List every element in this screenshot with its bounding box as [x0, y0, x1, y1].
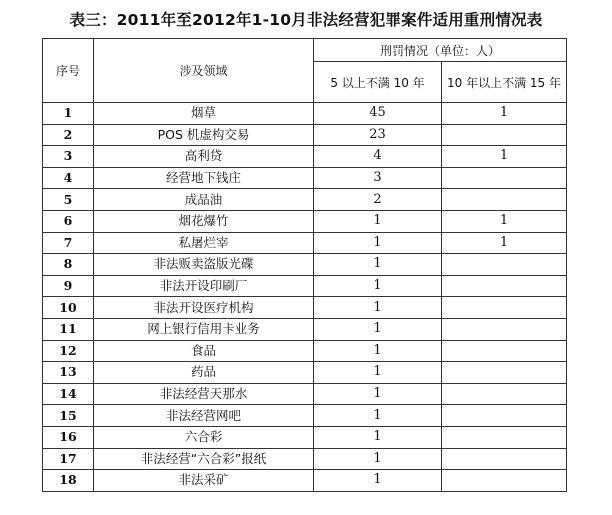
- header-10-to-15-years: 10 年以上不满 15 年: [442, 62, 567, 103]
- row-5-to-10: 1: [314, 232, 442, 254]
- table-row: [43, 383, 567, 405]
- row-index: 11: [43, 318, 94, 340]
- row-5-to-10: 1: [314, 254, 442, 276]
- row-index: 13: [43, 362, 94, 384]
- row-field: 网上银行信用卡业务: [94, 318, 314, 340]
- row-10-to-15: [442, 124, 567, 146]
- table-row: [43, 275, 567, 297]
- row-index: 3: [43, 146, 94, 168]
- table-row: [43, 210, 567, 232]
- row-10-to-15: [442, 362, 567, 384]
- row-index: 2: [43, 124, 94, 146]
- table-row: [43, 189, 567, 211]
- row-field: 非法开设印刷厂: [94, 275, 314, 297]
- row-10-to-15: [442, 448, 567, 470]
- row-10-to-15: 1: [442, 146, 567, 168]
- row-index: 18: [43, 470, 94, 492]
- header-index: 序号: [43, 39, 94, 103]
- table-row: [43, 103, 567, 125]
- row-10-to-15: [442, 189, 567, 211]
- row-5-to-10: 4: [314, 146, 442, 168]
- row-5-to-10: 1: [314, 275, 442, 297]
- row-5-to-10: 1: [314, 362, 442, 384]
- table-row: [43, 232, 567, 254]
- table-row: [43, 362, 567, 384]
- row-5-to-10: 1: [314, 405, 442, 427]
- row-5-to-10: 1: [314, 448, 442, 470]
- table-row: [43, 426, 567, 448]
- row-field: 非法经营网吧: [94, 405, 314, 427]
- table-title: 表三：2011年至2012年1-10月非法经营犯罪案件适用重刑情况表: [69, 11, 543, 29]
- row-field: 烟草: [94, 103, 314, 125]
- row-index: 7: [43, 232, 94, 254]
- row-10-to-15: 1: [442, 210, 567, 232]
- row-index: 8: [43, 254, 94, 276]
- row-10-to-15: [442, 167, 567, 189]
- row-index: 16: [43, 426, 94, 448]
- row-10-to-15: [442, 340, 567, 362]
- row-index: 5: [43, 189, 94, 211]
- table-row: [43, 254, 567, 276]
- header-field: 涉及领域: [94, 39, 314, 103]
- row-10-to-15: [442, 318, 567, 340]
- row-5-to-10: 1: [314, 470, 442, 492]
- row-10-to-15: [442, 254, 567, 276]
- row-5-to-10: 1: [314, 318, 442, 340]
- table-row: [43, 405, 567, 427]
- header-penalty-group: 刑罚情况（单位：人）: [314, 39, 567, 62]
- row-field: 高利贷: [94, 146, 314, 168]
- table-row: [43, 297, 567, 319]
- row-field: 非法贩卖盗版光碟: [94, 254, 314, 276]
- table-row: [43, 448, 567, 470]
- row-field: 成品油: [94, 189, 314, 211]
- row-index: 14: [43, 383, 94, 405]
- row-5-to-10: 1: [314, 210, 442, 232]
- row-field: 非法经营天那水: [94, 383, 314, 405]
- row-field: 私屠烂宰: [94, 232, 314, 254]
- row-10-to-15: [442, 426, 567, 448]
- row-index: 12: [43, 340, 94, 362]
- row-5-to-10: 2: [314, 189, 442, 211]
- row-index: 1: [43, 103, 94, 125]
- row-5-to-10: 1: [314, 383, 442, 405]
- row-10-to-15: [442, 297, 567, 319]
- row-5-to-10: 1: [314, 426, 442, 448]
- row-10-to-15: [442, 405, 567, 427]
- row-5-to-10: 23: [314, 124, 442, 146]
- table-row: [43, 470, 567, 492]
- row-10-to-15: 1: [442, 232, 567, 254]
- row-index: 9: [43, 275, 94, 297]
- row-index: 6: [43, 210, 94, 232]
- row-index: 10: [43, 297, 94, 319]
- row-5-to-10: 3: [314, 167, 442, 189]
- row-field: 非法采矿: [94, 470, 314, 492]
- table-row: [43, 124, 567, 146]
- sentencing-table: [42, 38, 567, 492]
- row-field: 药品: [94, 362, 314, 384]
- row-5-to-10: 1: [314, 297, 442, 319]
- row-10-to-15: 1: [442, 103, 567, 125]
- row-10-to-15: [442, 470, 567, 492]
- row-10-to-15: [442, 275, 567, 297]
- table-row: [43, 340, 567, 362]
- row-field: 经营地下钱庄: [94, 167, 314, 189]
- table-row: [43, 146, 567, 168]
- table-row: [43, 167, 567, 189]
- row-5-to-10: 45: [314, 103, 442, 125]
- row-field: POS 机虚构交易: [94, 124, 314, 146]
- row-index: 4: [43, 167, 94, 189]
- row-index: 15: [43, 405, 94, 427]
- row-field: 食品: [94, 340, 314, 362]
- row-5-to-10: 1: [314, 340, 442, 362]
- table-row: [43, 318, 567, 340]
- row-field: 非法经营“六合彩”报纸: [94, 448, 314, 470]
- row-field: 六合彩: [94, 426, 314, 448]
- row-field: 非法开设医疗机构: [94, 297, 314, 319]
- header-5-to-10-years: 5 以上不满 10 年: [314, 62, 442, 103]
- row-10-to-15: [442, 383, 567, 405]
- row-field: 烟花爆竹: [94, 210, 314, 232]
- row-index: 17: [43, 448, 94, 470]
